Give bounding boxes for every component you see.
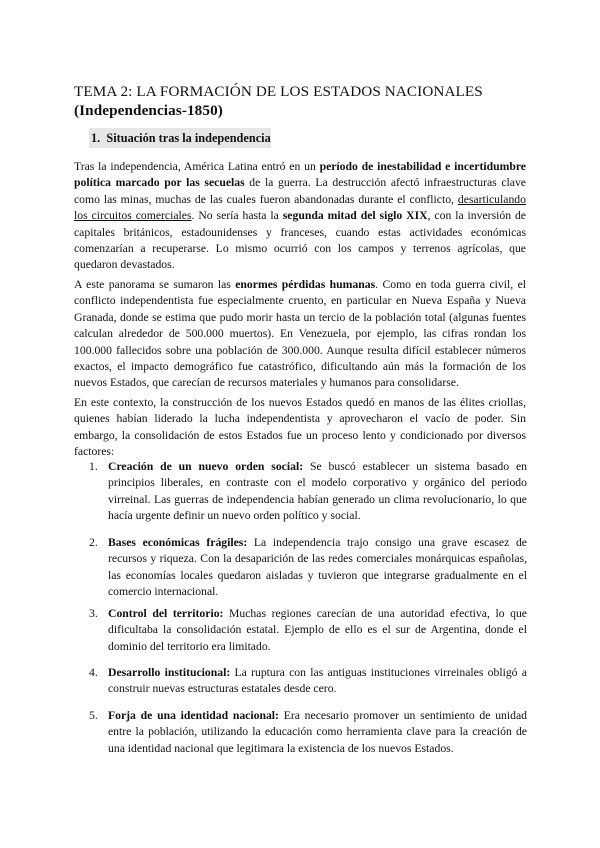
section-number: 1. bbox=[91, 131, 101, 145]
list-number: 1. bbox=[89, 460, 98, 473]
document-title bbox=[74, 82, 534, 120]
text-run: A este panorama se sumaron las bbox=[74, 278, 236, 291]
list-description: La independencia trajo consigo una grave escasez de recursos y riqueza. Con la desaparición de las redes comerciales monárquicas españolas, las economías locales quedaron aisladas y tuvieron que integrarse gradualmente en el comercio internacional. bbox=[108, 536, 527, 599]
list-text bbox=[108, 665, 527, 698]
paragraph-state-building: En este contexto, la construcción de los nuevos Estados quedó en manos de las élites criollas, quienes habían liderado la lucha independentista y aprovecharon el vacío de poder. Sin embargo, la consolidación de estos Estados fue un proceso lento y condicionado por diversos factores: bbox=[74, 396, 526, 459]
list-number: 3. bbox=[89, 607, 98, 620]
title-line-main: TEMA 2: LA FORMACIÓN DE LOS ESTADOS NACIONALES bbox=[74, 83, 483, 100]
list-text bbox=[108, 708, 527, 757]
list-term: Control del territorio: bbox=[108, 607, 224, 620]
list-description: Muchas regiones carecían de una autoridad efectiva, lo que dificultaba la consolidación estatal. Ejemplo de ello es el sur de Argentina, donde el dominio del territorio era limitado. bbox=[108, 607, 527, 653]
title-line-subtitle: (Independencias-1850) bbox=[74, 102, 223, 119]
underlined-run: desarticulando los circuitos comerciales bbox=[74, 192, 526, 223]
list-term: Forja de una identidad nacional: bbox=[108, 709, 279, 722]
bold-run: período de inestabilidad e incertidumbre política marcado por las secuelas bbox=[74, 160, 526, 190]
bold-run: enormes pérdidas humanas bbox=[235, 278, 376, 291]
list-number: 2. bbox=[89, 536, 98, 549]
text-run: de la guerra. La destrucción afectó infraestructuras clave como las minas, muchas de las cuales fueron abandonadas durante el conflicto, bbox=[74, 176, 526, 206]
paragraph-aftermath bbox=[74, 159, 526, 274]
list-term: Desarrollo institucional: bbox=[108, 666, 231, 679]
list-description: La ruptura con las antiguas instituciones virreinales obligó a construir nuevas estructuras estatales desde cero. bbox=[108, 666, 527, 696]
text-run: . Como en toda guerra civil, el conflicto independentista fue especialmente cruento, en particular en Nueva España y Nueva Granada, donde se estima que pudo morir hasta un tercio de la población total (algunas fuentes calculan alrededor de 500.000 muertos). En Venezuela, por ejemplo, las cifras rondan los 100.000 fallecidos sobre una población de 300.000. Aunque resulta difícil establecer números exactos, el impacto demográfico fue catastrófico, dificultando aún más la formación de los nuevos Estados, que carecían de recursos materiales y humanos para consolidarse. bbox=[74, 278, 526, 390]
list-description: Era necesario promover un sentimiento de unidad entre la población, utilizando la educación como herramienta clave para la creación de una identidad nacional que legitimara la existencia de los nuevos Estados. bbox=[108, 709, 528, 755]
list-term: Bases económicas frágiles: bbox=[108, 536, 248, 549]
list-text bbox=[108, 535, 527, 601]
list-term: Creación de un nuevo orden social: bbox=[108, 460, 304, 473]
bold-run: segunda mitad del siglo XIX bbox=[282, 209, 428, 223]
section-heading bbox=[89, 128, 271, 148]
list-number: 5. bbox=[89, 709, 98, 722]
list-description: Se buscó establecer un sistema basado en principios liberales, en contraste con el modelo corporativo y orgánico del periodo virreinal. Las guerras de independencia habían generado un clima revolucionario, lo que hacía urgente definir un nuevo orden político y social. bbox=[108, 460, 527, 523]
section-label: Situación tras la independencia bbox=[106, 131, 271, 145]
paragraph-human-losses bbox=[74, 277, 526, 392]
list-text bbox=[108, 459, 527, 525]
list-text bbox=[108, 606, 527, 655]
list-number: 4. bbox=[89, 666, 98, 679]
text-run: Tras la independencia, América Latina entró en un bbox=[74, 160, 320, 173]
text-run: , con la inversión de capitales británicos, estadounidenses y franceses, cuando estas actividades económicas comenzarían a recuperarse. Lo mismo ocurrió con los campos y terrenos agrícolas, que quedaron devastados. bbox=[74, 209, 526, 272]
text-run: . No sería hasta la bbox=[191, 209, 283, 223]
